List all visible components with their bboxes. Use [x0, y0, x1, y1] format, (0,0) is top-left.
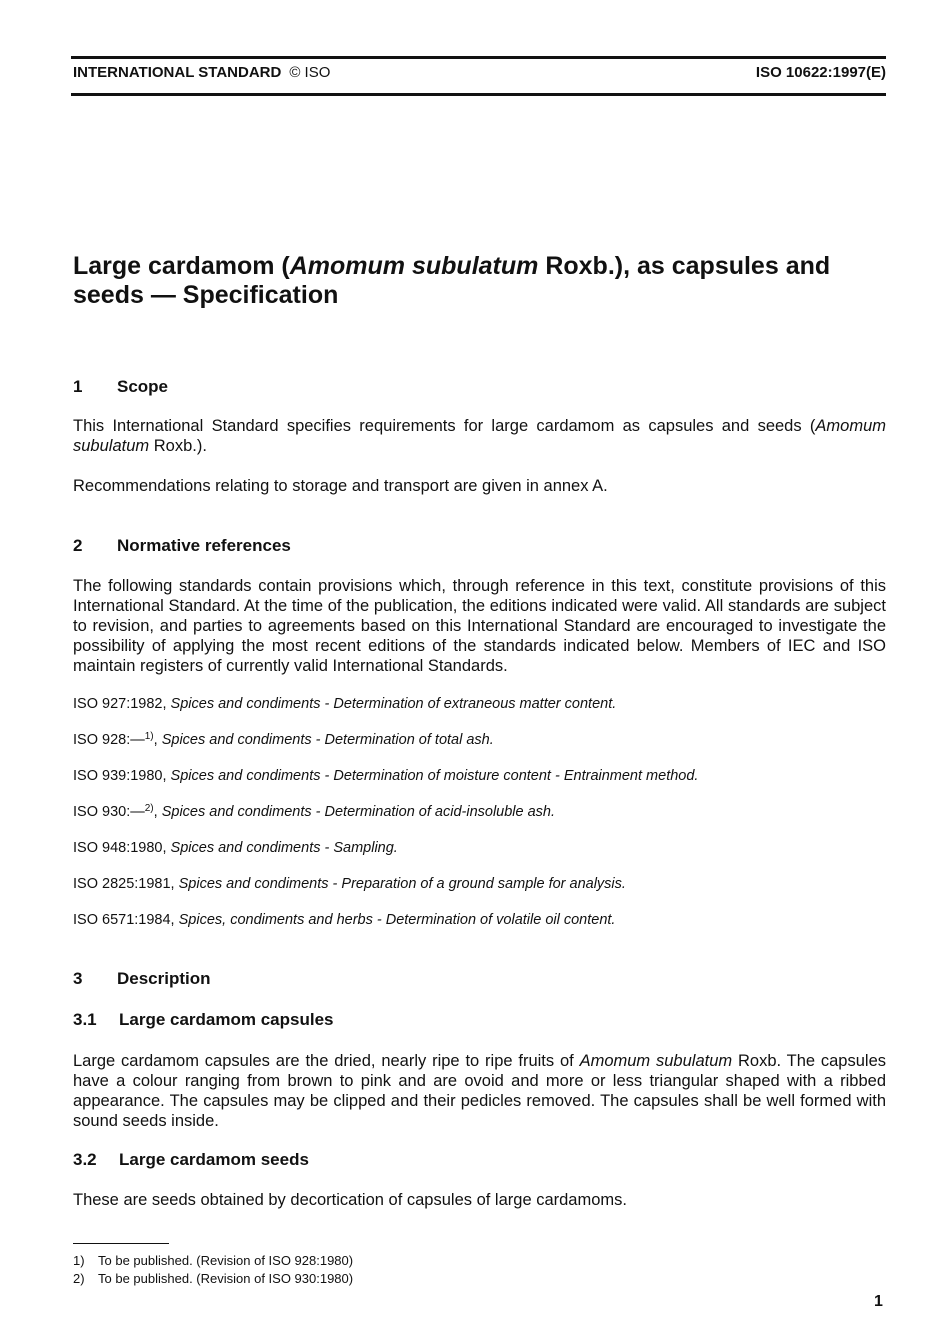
- reference-id: ISO 939:1980,: [73, 768, 167, 784]
- capsules-text: Large cardamom capsules are the dried, nearly ripe to ripe fruits of: [73, 1052, 580, 1070]
- reference-item: [73, 875, 886, 893]
- subsection-title: Large cardamom seeds: [119, 1150, 309, 1169]
- header-top-rule: [71, 56, 886, 59]
- capsules-species: Amomum subulatum: [579, 1052, 733, 1070]
- scope-species: Amomum subulatum: [73, 417, 886, 455]
- reference-item: ISO 930:—$^{2)}$, Spices and condiments - Determination of acid-insoluble ash.: [73, 803, 556, 820]
- title-species: Amomum subulatum: [289, 252, 539, 280]
- section-number: 3: [73, 969, 83, 988]
- subsection-capsules-heading: [73, 1010, 333, 1030]
- scope-text-end: Roxb.).: [149, 437, 207, 455]
- footnote-marker: 2): [144, 803, 154, 814]
- scope-paragraph-1: [73, 416, 886, 456]
- subsection-seeds-heading: [73, 1150, 309, 1170]
- subsection-number: 3.2: [73, 1150, 97, 1169]
- subsection-number: 3.1: [73, 1010, 97, 1029]
- section-title: Description: [117, 969, 211, 988]
- reference-id: ISO 930:—: [73, 804, 145, 820]
- footnote-marker: 1): [144, 731, 154, 742]
- reference-title: Spices and condiments - Determination of extraneous matter content.: [170, 696, 617, 712]
- footnote-text: To be published. (Revision of ISO 928:1980): [98, 1253, 354, 1268]
- capsules-paragraph: [73, 1051, 886, 1131]
- footnote-number: 1): [73, 1253, 85, 1268]
- reference-id: ISO 6571:1984,: [73, 912, 175, 928]
- reference-title: Spices and condiments - Determination of total ash.: [161, 732, 494, 748]
- reference-item: [73, 911, 886, 929]
- title-part1: Large cardamom (: [73, 252, 290, 280]
- page-header: [73, 64, 886, 88]
- footnote-divider: [73, 1243, 169, 1244]
- section-scope-heading: [73, 377, 168, 397]
- reference-title: Spices and condiments - Preparation of a ground sample for analysis.: [178, 876, 626, 892]
- reference-title: Spices and condiments - Determination of moisture content - Entrainment method.: [170, 768, 699, 784]
- reference-item: [73, 695, 886, 713]
- footnote-number: 2): [73, 1271, 85, 1286]
- header-left: [73, 64, 330, 81]
- reference-title: Spices, condiments and herbs - Determination of volatile oil content.: [178, 912, 616, 928]
- subsection-title: Large cardamom capsules: [119, 1010, 334, 1029]
- title-line2: seeds — Specification: [73, 281, 339, 309]
- reference-id: ISO 948:1980,: [73, 840, 167, 856]
- header-standard-label: INTERNATIONAL STANDARD: [73, 64, 282, 81]
- reference-item: ISO 928:—$^{1)}$, Spices and condiments - Determination of total ash.: [73, 731, 494, 748]
- footnote-1: [73, 1253, 353, 1269]
- section-title: Scope: [117, 377, 169, 396]
- section-description-heading: [73, 969, 211, 989]
- scope-paragraph-2: Recommendations relating to storage and transport are given in annex A.: [73, 477, 608, 495]
- title-part3: Roxb.), as capsules and: [538, 252, 831, 280]
- reference-title: Spices and condiments - Sampling.: [170, 840, 398, 856]
- header-copyright: © ISO: [289, 64, 331, 81]
- reference-id: ISO 928:—: [73, 732, 145, 748]
- section-number: 1: [73, 377, 83, 396]
- seeds-paragraph: These are seeds obtained by decortication of capsules of large cardamoms.: [73, 1191, 627, 1209]
- reference-id: ISO 927:1982,: [73, 696, 167, 712]
- reference-item: [73, 767, 886, 785]
- document-title: [73, 252, 888, 310]
- footnote-2: [73, 1271, 353, 1287]
- header-doc-id: ISO 10622:1997(E): [755, 64, 886, 81]
- reference-title: Spices and condiments - Determination of acid-insoluble ash.: [161, 804, 556, 820]
- header-bottom-rule: [71, 93, 886, 96]
- reference-id: ISO 2825:1981,: [73, 876, 175, 892]
- normative-paragraph: The following standards contain provisions which, through reference in this text, constitute provisions of this International Standard. At the time of the publication, the editions indicated were valid. All standards are subject to revision, and parties to agreements based on this International Standard are encouraged to investigate the possibility of applying the most recent editions of the standards indicated below. Members of IEC and ISO maintain registers of currently valid International Standards.: [73, 577, 886, 675]
- scope-text: This International Standard specifies requirements for large cardamom as capsules and seeds (: [73, 417, 816, 435]
- reference-item: [73, 839, 886, 857]
- section-title: Normative references: [117, 536, 291, 555]
- page-number: 1: [874, 1293, 883, 1310]
- footnote-text: To be published. (Revision of ISO 930:1980): [98, 1271, 354, 1286]
- section-normative-heading: [73, 536, 291, 556]
- capsules-text-end: Roxb. The capsules have a colour ranging from brown to pink and are ovoid and more or less triangular shaped with a ribbed appearance. The capsules may be clipped and their pedicles removed. The capsules shall be well formed with sound seeds inside.: [73, 1052, 886, 1130]
- section-number: 2: [73, 536, 83, 555]
